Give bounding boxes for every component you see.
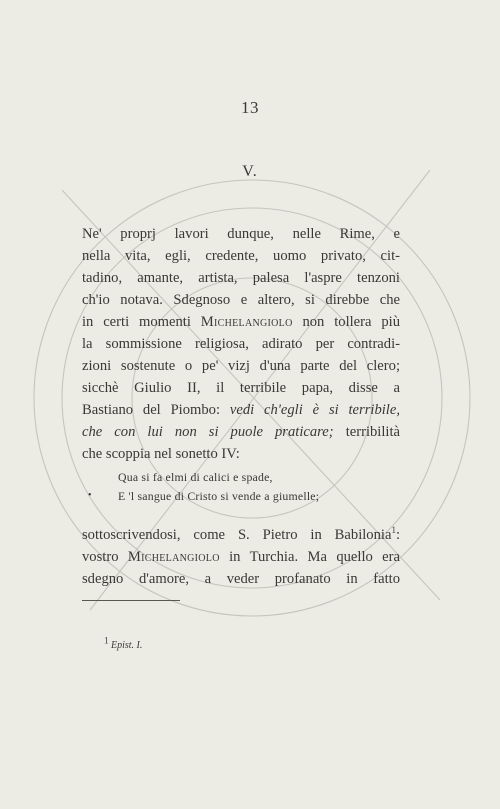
- footnote-ref: 1: [391, 525, 396, 536]
- line5-before: in certi momenti: [82, 314, 201, 330]
- body-line-1: Ne' proprj lavori dunque, nelle Rime, e: [82, 226, 400, 242]
- cont2-before: vostro: [82, 549, 128, 565]
- verse-line-1: Qua si fa elmi di calici e spade,: [118, 470, 273, 484]
- quote-italic-2: che con lui non si puole praticare;: [82, 424, 334, 440]
- footnote-text: Epist. I.: [111, 640, 143, 651]
- body-line-5: [82, 314, 400, 331]
- body-line-11: che scoppia nel sonetto IV:: [82, 446, 240, 462]
- continuation-line-1: [82, 527, 400, 544]
- cont1-text: sottoscrivendosi, come S. Pietro in Babilonia: [82, 527, 392, 543]
- body-line-8: sicchè Giulio II, il terribile papa, disse a: [82, 380, 400, 396]
- body-line-9: [82, 402, 400, 419]
- continuation-line-3: sdegno d'amore, a veder profanato in fatto: [82, 571, 400, 587]
- line5-after: non tollera più: [292, 314, 400, 330]
- line10-after: terribilità: [333, 424, 400, 440]
- footnote: [104, 635, 143, 651]
- body-line-7: zioni sostenute o pe' vizj d'una parte del clero;: [82, 358, 400, 374]
- section-heading: V.: [242, 163, 258, 180]
- verse-line-2: E 'l sangue di Cristo si vende a giumelle;: [118, 489, 320, 503]
- footnote-rule: [82, 600, 180, 601]
- verse-bullet: •: [88, 490, 92, 501]
- footnote-marker: 1: [104, 635, 109, 646]
- cont2-after: in Turchia. Ma quello era: [219, 549, 400, 565]
- page-number: 13: [241, 98, 259, 117]
- line9-before: Bastiano del Piombo:: [82, 402, 230, 418]
- author-name-2: Michelangiolo: [127, 549, 220, 565]
- cont1-after: :: [395, 527, 400, 543]
- quote-italic-1: vedi ch'egli è si terribile,: [229, 402, 400, 418]
- body-line-6: la sommissione religiosa, adirato per contradi-: [82, 336, 400, 352]
- body-line-10: [82, 424, 400, 441]
- continuation-line-2: [82, 549, 400, 566]
- author-name: Michelangiolo: [200, 314, 293, 330]
- body-line-4: ch'io notava. Sdegnoso e altero, si direbbe che: [82, 292, 400, 308]
- body-line-2: nella vita, egli, credente, uomo privato, cit-: [82, 248, 400, 264]
- body-line-3: tadino, amante, artista, palesa l'aspre tenzoni: [82, 270, 400, 286]
